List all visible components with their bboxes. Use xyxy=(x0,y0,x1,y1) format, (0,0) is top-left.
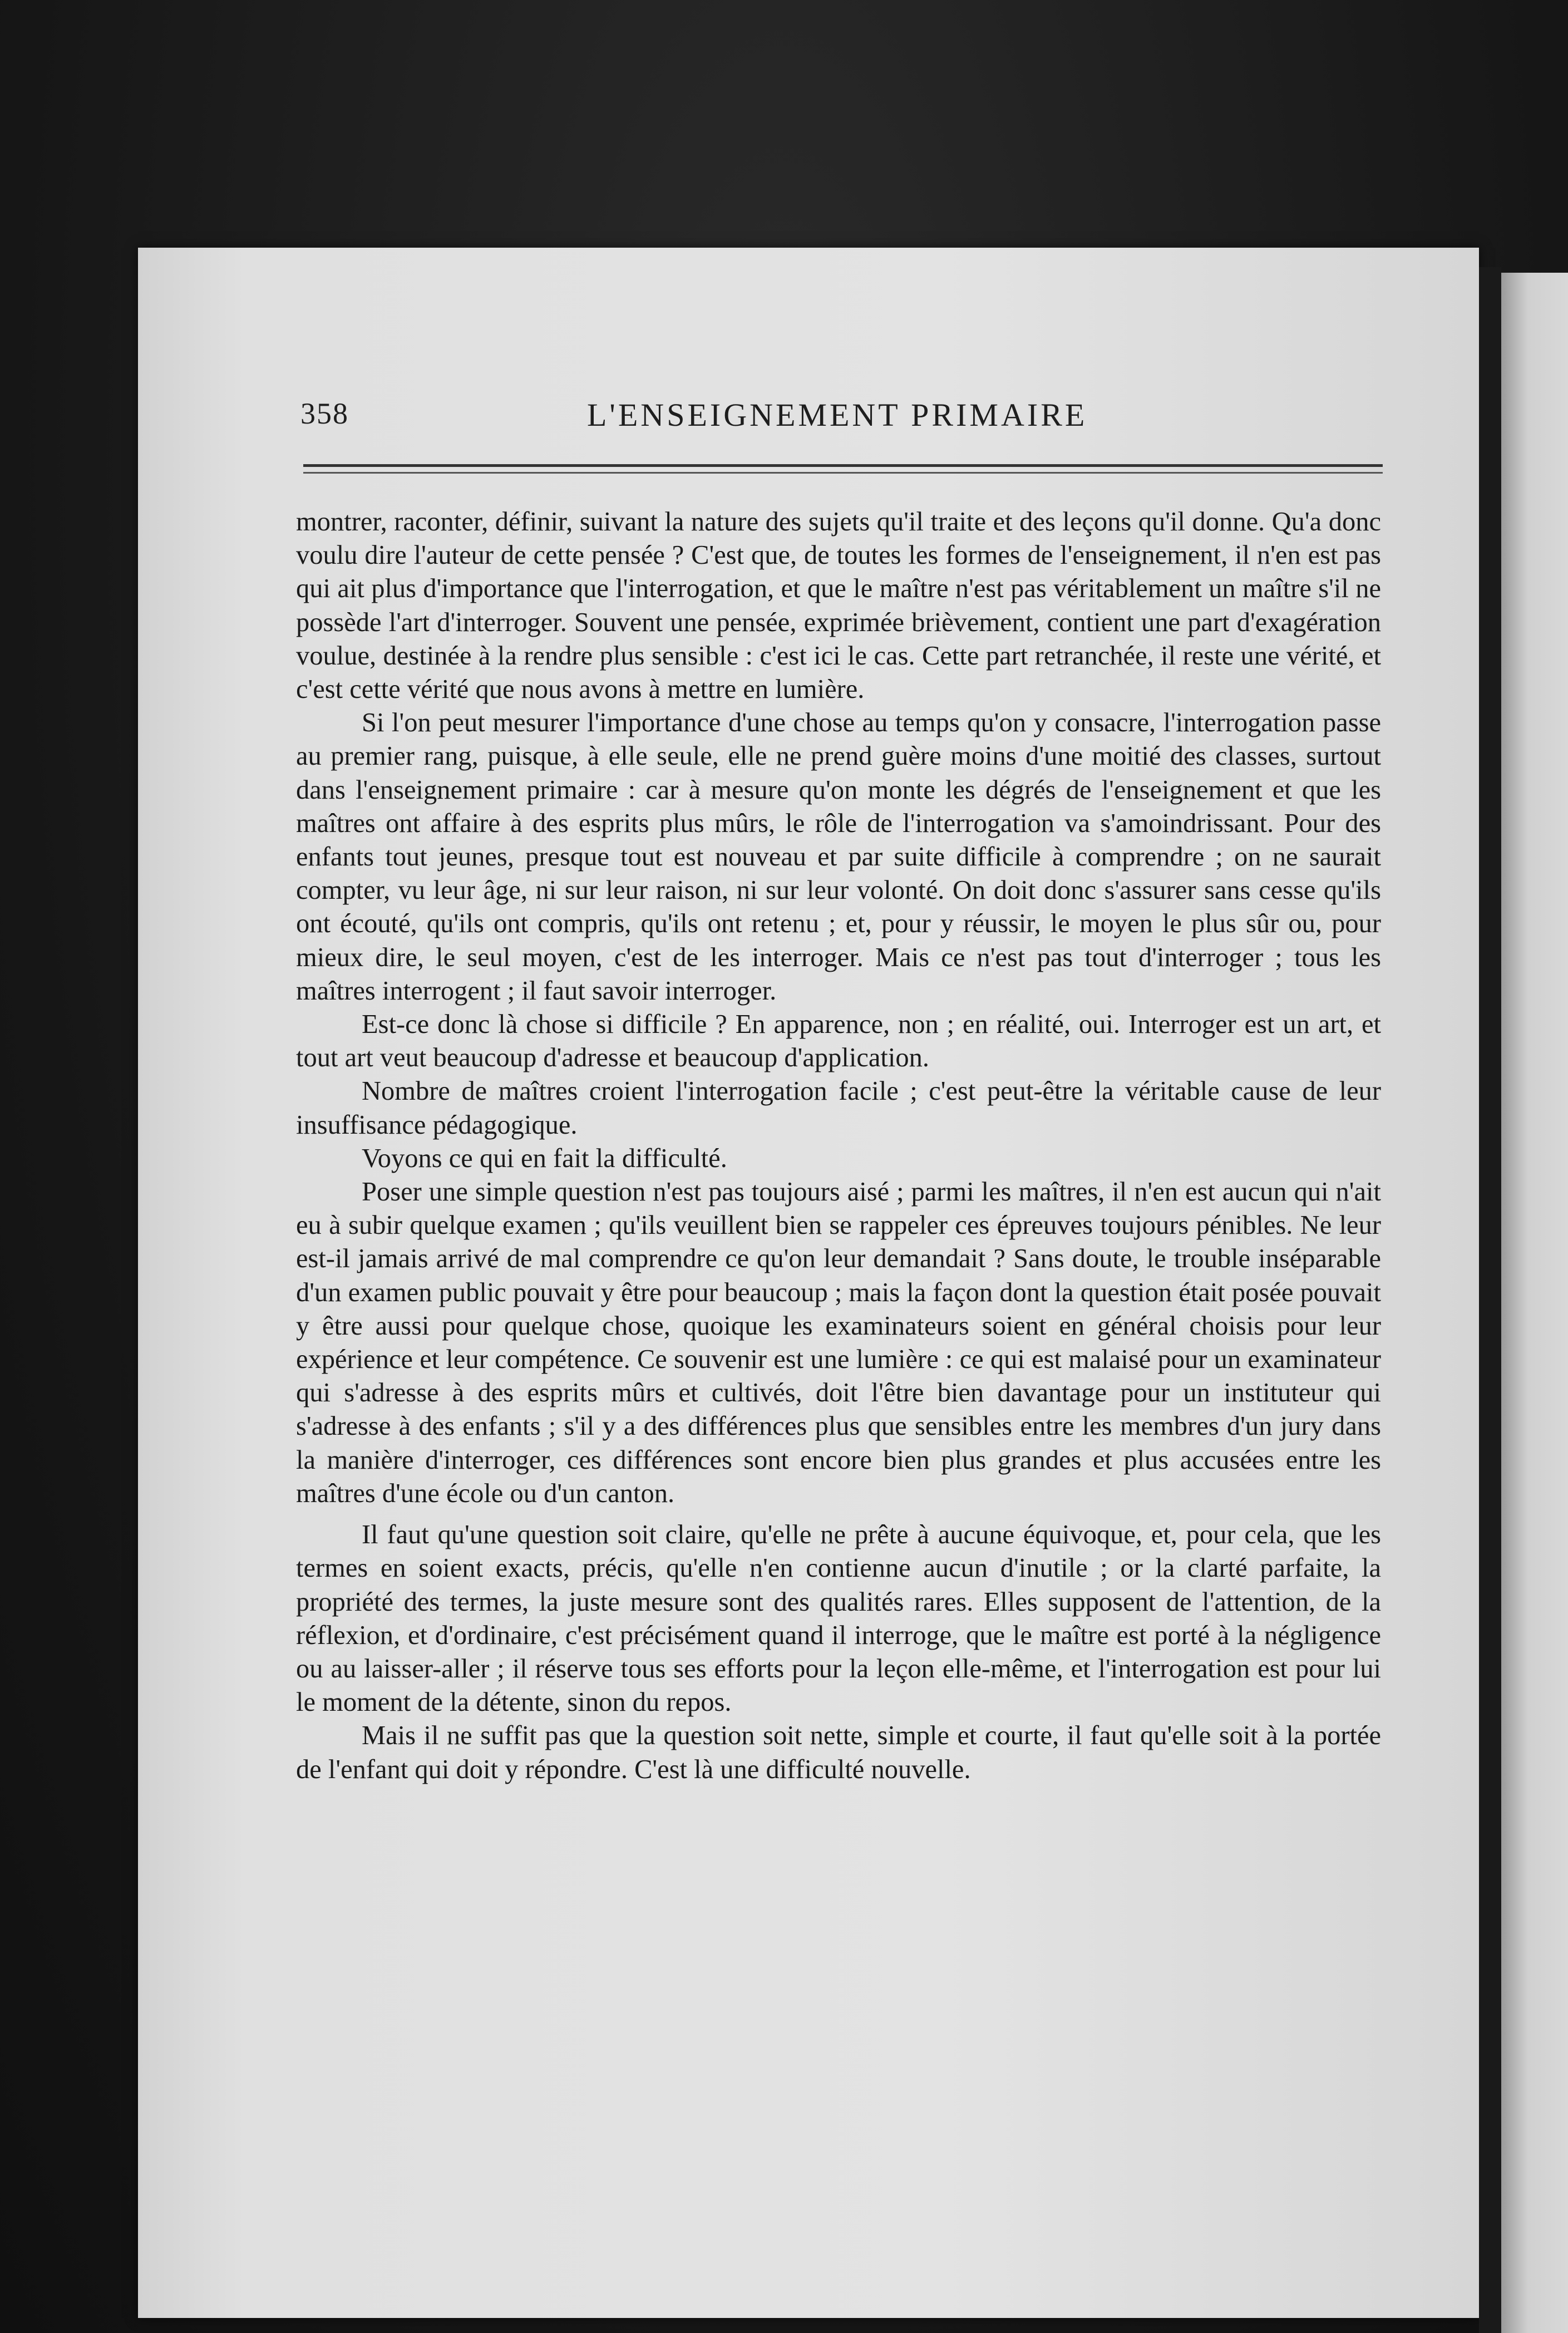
book-gutter xyxy=(1479,267,1501,2333)
paragraph: Mais il ne suffit pas que la question soit nette, simple et courte, il faut qu'elle soit à la portée de l'enfant qui doit y répondre. C'est là une difficulté nouvelle. xyxy=(296,1721,1381,1784)
paragraph: Voyons ce qui en fait la difficulté. xyxy=(362,1143,727,1173)
page-number: 358 xyxy=(300,397,349,430)
paragraph: Poser une simple question n'est pas toujours aisé ; parmi les maîtres, il n'en est aucun qui n'ait eu à subir quelque examen ; qu'ils veuillent bien se rappeler ces épreuves toujours pénibles. Ne leur est-il jamais arrivé de mal comprendre ce qu'on leur demandait ? Sans doute, le trouble inséparable d'un examen public pouvait y être pour beaucoup ; mais la façon dont la question était posée pouvait y être aussi pour quelque chose, quoique les examinateurs soient en général choisis pour leur expérience et leur compétence. Ce souvenir est une lumière : ce qui est malaisé pour un examinateur qui s'adresse à des esprits mûrs et cultivés, doit l'être bien davantage pour un instituteur qui s'adresse à des enfants ; s'il y a des différences plus que sensibles entre les membres d'un jury dans la manière d'interroger, ces différences sont encore bien plus grandes et plus accusées entre les maîtres d'une école ou d'un canton. xyxy=(296,1177,1381,1508)
running-title: L'ENSEIGNEMENT PRIMAIRE xyxy=(587,397,1088,433)
header-rule-thin xyxy=(303,472,1383,474)
paragraph: Nombre de maîtres croient l'interrogation facile ; c'est peut-être la véritable cause de leur insuffisance pédagogique. xyxy=(296,1076,1381,1140)
header-rule xyxy=(303,464,1383,467)
next-page-edge xyxy=(1501,273,1568,2333)
paragraph: montrer, raconter, définir, suivant la nature des sujets qu'il traite et des leçons qu'il donne. Qu'a donc voulu dire l'auteur de cette pensée ? C'est que, de toutes les formes de l'enseignement, il n'en est pas qui ait plus d'importance que l'interrogation, et que le maître n'est pas véritablement un maître s'il ne possède l'art d'interroger. Souvent une pensée, exprimée brièvement, contient une part d'exagération voulue, destinée à la rendre plus sensible : c'est ici le cas. Cette part retranchée, il reste une vérité, et c'est cette vérité que nous avons à mettre en lumière. xyxy=(296,507,1381,705)
paragraph: Est-ce donc là chose si difficile ? En apparence, non ; en réalité, oui. Interroger est un art, et tout art veut beaucoup d'adresse et beaucoup d'application. xyxy=(296,1010,1381,1073)
body-text xyxy=(296,505,1381,1786)
paragraph: Si l'on peut mesurer l'importance d'une chose au temps qu'on y consacre, l'interrogation passe au premier rang, puisque, à elle seule, elle ne prend guère moins d'une moitié des classes, surtout dans l'enseignement primaire : car à mesure qu'on monte les dégrés de l'enseignement et que les maîtres ont affaire à des esprits plus mûrs, le rôle de l'interrogation va s'amoindrissant. Pour des enfants tout jeunes, presque tout est nouveau et par suite difficile à comprendre ; on ne saurait compter, vu leur âge, ni sur leur raison, ni sur leur volonté. On doit donc s'assurer sans cesse qu'ils ont écouté, qu'ils ont compris, qu'ils ont retenu ; et, pour y réussir, le moyen le plus sûr ou, pour mieux dire, le seul moyen, c'est de les interroger. Mais ce n'est pas tout d'interroger ; tous les maîtres interrogent ; il faut savoir interroger. xyxy=(296,708,1381,1006)
page-header xyxy=(164,396,1405,446)
paragraph: Il faut qu'une question soit claire, qu'elle ne prête à aucune équivoque, et, pour cela, que les termes en soient exacts, précis, qu'elle n'en contienne aucun d'inutile ; or la clarté parfaite, la propriété des termes, la juste mesure sont des qualités rares. Elles supposent de l'attention, de la réflexion, et d'ordinaire, c'est précisément quand il interroge, que le maître est porté à la négligence ou au laisser-aller ; il réserve tous ses efforts pour la leçon elle-même, et l'interrogation est pour lui le moment de la détente, sinon du repos. xyxy=(296,1520,1381,1717)
